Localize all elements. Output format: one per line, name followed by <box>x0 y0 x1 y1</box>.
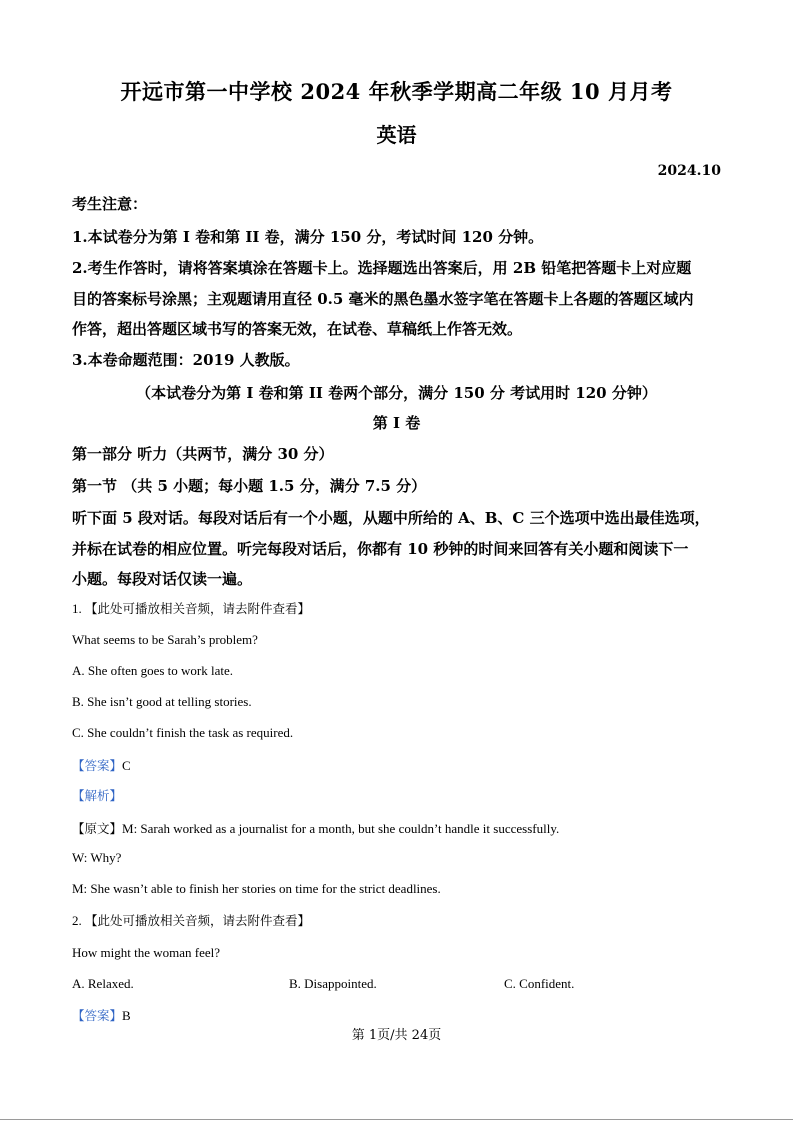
volume-heading: 第 I 卷 <box>372 414 421 432</box>
question-2-option-b: B. Disappointed. <box>289 976 377 991</box>
question-1-option-b: B. She isn’t good at telling stories. <box>72 694 252 709</box>
exam-date: 2024.10 <box>657 163 721 179</box>
question-2-text: How might the woman feel? <box>72 945 221 960</box>
transcript-label: 【原文】 <box>72 821 123 836</box>
page-bottom-divider <box>0 1119 793 1120</box>
subject-title: 英语 <box>376 123 417 147</box>
answer-label: 【答案】 <box>72 758 123 773</box>
question-1-number: 1. <box>72 601 82 616</box>
question-1-audio-link[interactable]: 【此处可播放相关音频，请去附件查看】 <box>85 601 311 616</box>
answer-value: B <box>122 1008 131 1023</box>
notice-item-1: 1.本试卷分为第 I 卷和第 II 卷，满分 150 分，考试时间 120 分钟。 <box>72 228 544 246</box>
question-2-answer <box>72 1006 131 1024</box>
notice-item-2-line-3: 作答，超出答题区域书写的答案无效，在试卷、草稿纸上作答无效。 <box>72 320 523 338</box>
question-2-audio-link[interactable]: 【此处可播放相关音频，请去附件查看】 <box>85 913 311 928</box>
question-2-number: 2. <box>72 913 82 928</box>
instruction-line-2: 并标在试卷的相应位置。听完每段对话后，你都有 10 秒钟的时间来回答有关小题和阅读下一 <box>72 540 689 558</box>
notice-heading: 考生注意： <box>72 195 148 213</box>
part-heading: 第一部分 听力（共两节，满分 30 分） <box>72 445 334 463</box>
notice-item-3: 3.本卷命题范围：2019 人教版。 <box>72 351 300 369</box>
answer-label: 【答案】 <box>72 1008 123 1023</box>
question-1-transcript-3: M: She wasn’t able to finish her stories on time for the strict deadlines. <box>72 881 441 896</box>
instruction-line-3: 小题。每段对话仅读一遍。 <box>72 570 253 588</box>
notice-item-2-line-1: 2.考生作答时，请将答案填涂在答题卡上。选择题选出答案后，用 2B 铅笔把答题卡上对应题 <box>72 259 692 277</box>
exam-title: 开远市第一中学校 2024 年秋季学期高二年级 10 月月考 <box>120 79 673 104</box>
transcript-line: M: Sarah worked as a journalist for a month, but she couldn’t handle it successfully. <box>122 821 560 836</box>
question-1-header <box>72 599 310 617</box>
question-1-text: What seems to be Sarah’s problem? <box>72 632 258 647</box>
instruction-line-1: 听下面 5 段对话。每段对话后有一个小题，从题中所给的 A、B、C 三个选项中选出最佳选项， <box>72 509 710 527</box>
answer-value: C <box>122 758 131 773</box>
question-2-header <box>72 911 310 929</box>
question-2-option-c: C. Confident. <box>504 976 575 991</box>
question-1-option-a: A. She often goes to work late. <box>72 663 234 678</box>
paper-note: （本试卷分为第 I 卷和第 II 卷两个部分，满分 150 分 考试用时 120 分钟） <box>136 384 657 402</box>
subsection-heading: 第一节 （共 5 小题；每小题 1.5 分，满分 7.5 分） <box>72 477 427 495</box>
question-2-option-a: A. Relaxed. <box>72 976 134 991</box>
analysis-label: 【解析】 <box>72 788 123 803</box>
question-1-analysis <box>72 786 122 804</box>
question-1-transcript-2: W: Why? <box>72 850 122 865</box>
question-1-option-c: C. She couldn’t finish the task as required. <box>72 725 294 740</box>
question-1-transcript-1 <box>72 819 559 837</box>
page-number: 第 1页/共 24页 <box>351 1028 442 1043</box>
question-1-answer <box>72 756 131 774</box>
notice-item-2-line-2: 目的答案标号涂黑；主观题请用直径 0.5 毫米的黑色墨水签字笔在答题卡上各题的答题区域内 <box>72 290 694 308</box>
